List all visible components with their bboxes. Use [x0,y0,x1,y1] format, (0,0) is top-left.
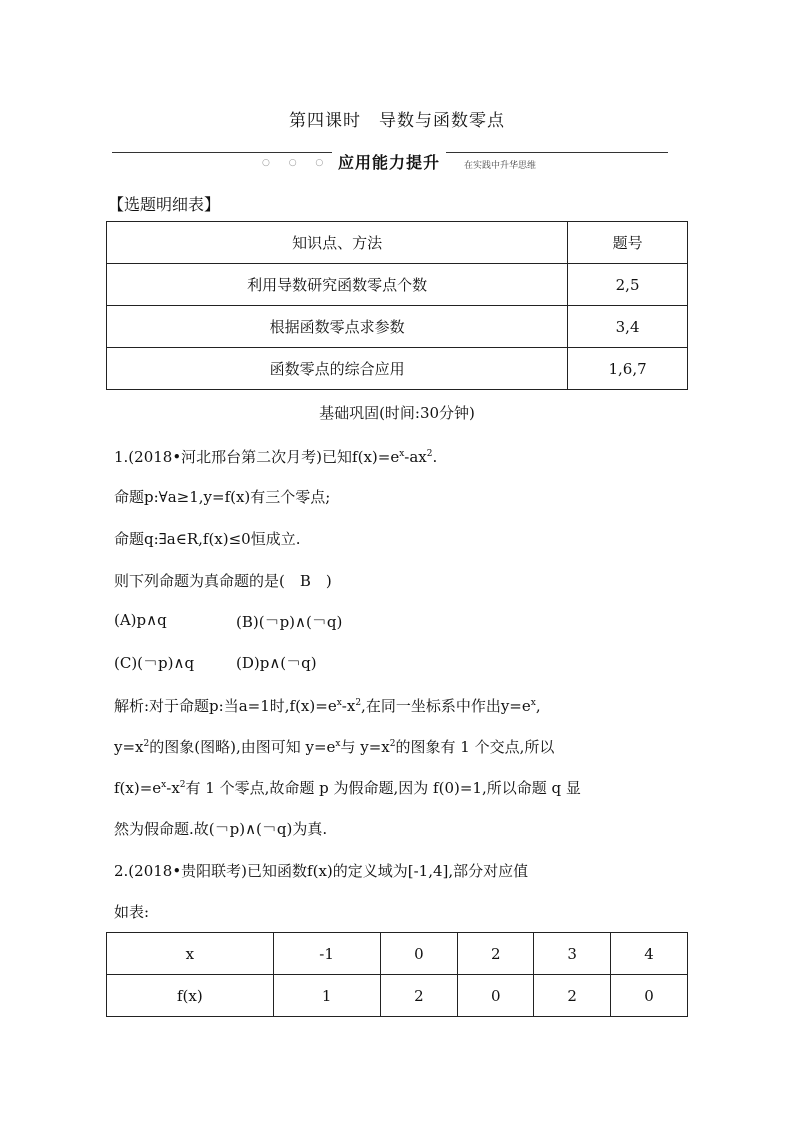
table-row [107,306,688,348]
text-span: . [432,448,438,466]
detail-table-heading: 【选题明细表】 [108,195,221,214]
option-b: (B)(￢p)∧(￢q) [236,613,343,631]
superscript: 2 [355,698,362,708]
text-span: -x [341,697,356,715]
text-span: 与 y=x [340,738,390,756]
superscript: 2 [179,780,186,790]
text-span: 1.(2018•河北邢台第二次月考)已知f(x)=e [114,448,400,466]
question-1-ask: 则下列命题为真命题的是( B ) [114,572,332,590]
text-span: -ax [404,448,427,466]
proposition-p: 命题p:∀a≥1,y=f(x)有三个零点; [114,488,331,506]
table-cell: 3,4 [568,306,688,348]
question-2-stem: 2.(2018•贵阳联考)已知函数f(x)的定义域为[-1,4],部分对应值 [114,862,529,880]
superscript: 2 [389,739,396,749]
text-span: 的图象(图略),由图可知 y=e [149,738,336,756]
text-span: ,在同一坐标系中作出y=e [361,697,531,715]
table-cell: f(x) [107,975,274,1017]
superscript: 2 [143,739,150,749]
table-cell: 4 [611,933,688,975]
table-cell: 根据函数零点求参数 [107,306,568,348]
option-a: (A)p∧q [114,611,167,629]
table-row [107,348,688,390]
solution-line-1 [114,695,541,716]
solution-line-2 [114,736,554,757]
option-c: (C)(￢p)∧q [114,654,195,672]
table-row [107,975,688,1017]
text-span: y=x [114,738,144,756]
table-cell: 1 [273,975,380,1017]
banner-label: 应用能力提升 [332,150,446,173]
proposition-q: 命题q:∃a∈R,f(x)≤0恒成立. [114,530,301,548]
superscript: 2 [426,449,433,459]
text-span: , [535,697,541,715]
detail-table [106,221,688,390]
table-cell: 利用导数研究函数零点个数 [107,264,568,306]
text-span: 有 1 个零点,故命题 p 为假命题,因为 f(0)=1,所以命题 q 显 [185,779,581,797]
text-span: -x [166,779,180,797]
option-d: (D)p∧(￢q) [236,654,317,672]
table-cell: 2,5 [568,264,688,306]
table-cell: 1,6,7 [568,348,688,390]
table-cell: 2 [534,975,611,1017]
section-banner [112,146,668,174]
table-cell: 0 [458,975,534,1017]
text-span: 的图象有 1 个交点,所以 [395,738,555,756]
superscript: x [336,698,342,708]
table-row [107,264,688,306]
superscript: x [530,698,536,708]
table-header-cell: 知识点、方法 [107,222,568,264]
superscript: x [335,739,341,749]
text-span: f(x)=e [114,779,162,797]
table-cell: 函数零点的综合应用 [107,348,568,390]
table-cell: 2 [380,975,458,1017]
table-cell: 0 [611,975,688,1017]
table-cell: -1 [273,933,380,975]
superscript: x [161,780,167,790]
banner-subtitle: 在实践中升华思维 [460,158,536,171]
solution-line-3 [114,777,581,798]
table-cell: x [107,933,274,975]
solution-line-4: 然为假命题.故(￢p)∧(￢q)为真. [114,820,328,838]
superscript: x [399,449,405,459]
table-header-cell: 题号 [568,222,688,264]
question-2-stem-cont: 如表: [114,903,150,921]
text-span: 解析:对于命题p:当a=1时,f(x)=e [114,697,337,715]
table-row [107,933,688,975]
table-cell: 2 [458,933,534,975]
table-row [107,222,688,264]
banner-dots: ○ ○ ○ [262,158,332,168]
page-title: 第四课时 导数与函数零点 [289,111,505,131]
table-cell: 3 [534,933,611,975]
table-cell: 0 [380,933,458,975]
section-title: 基础巩固(时间:30分钟) [319,404,475,422]
question-1-stem [114,446,437,467]
value-table [106,932,688,1017]
